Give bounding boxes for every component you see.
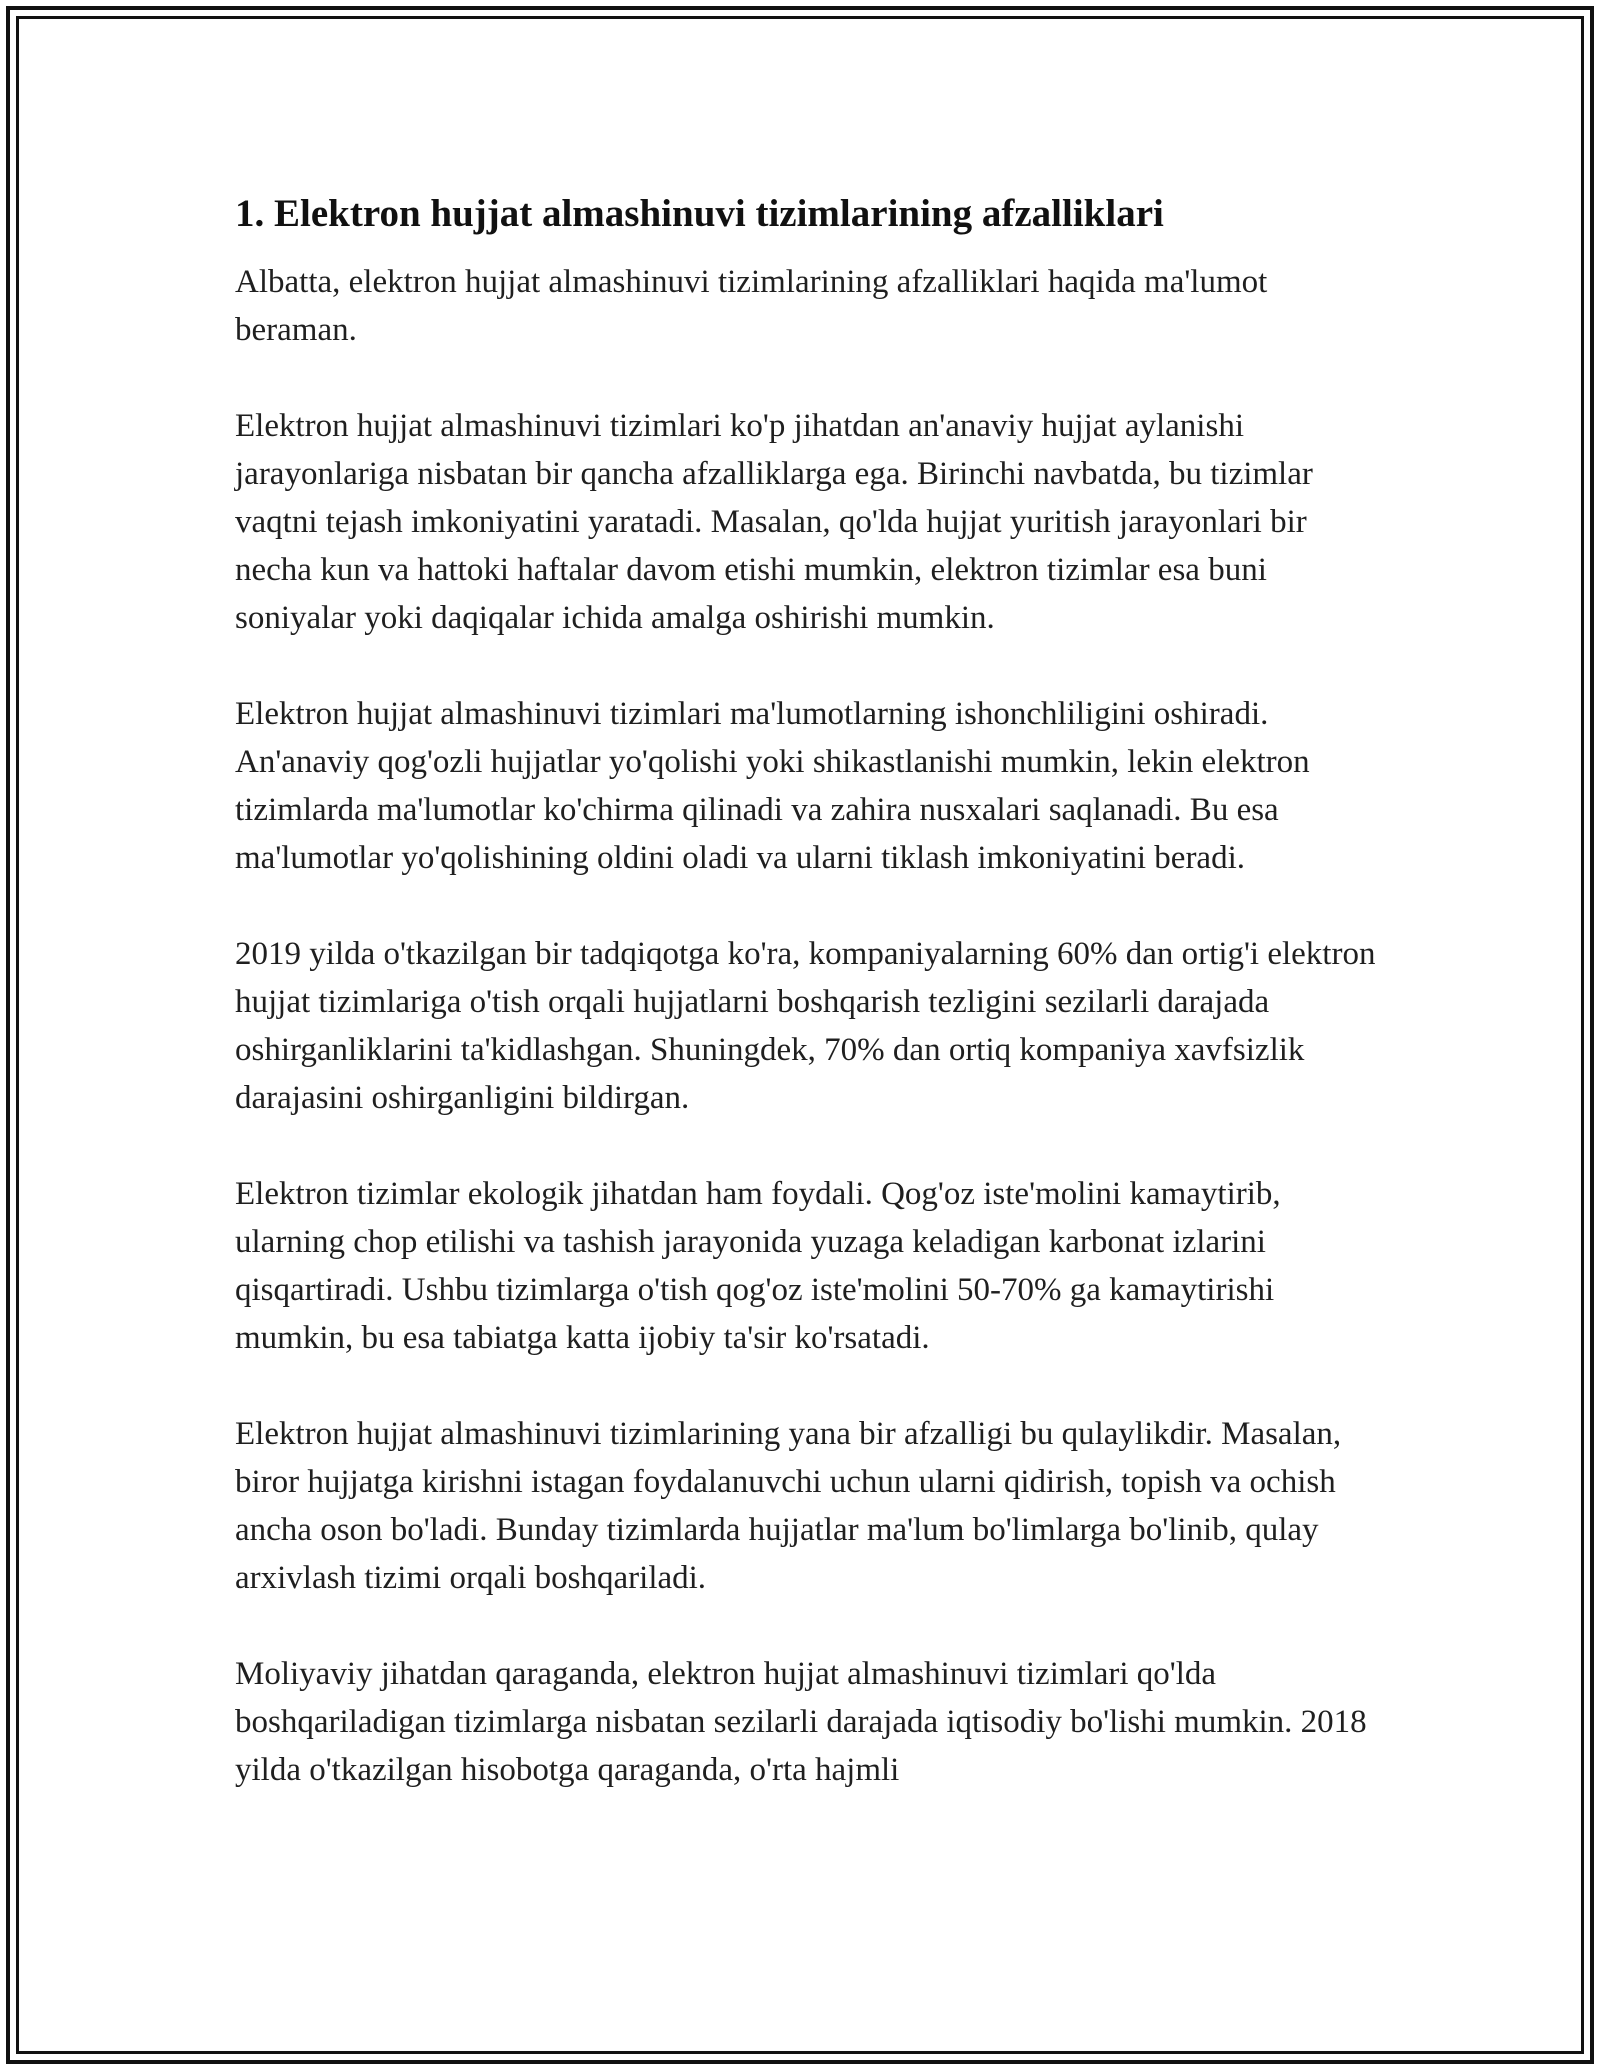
paragraph-intro: Albatta, elektron hujjat almashinuvi tizimlarining afzalliklari haqida ma'lumot beraman. [235, 264, 1268, 348]
document-page [235, 188, 1385, 1842]
section-heading: 1. Elektron hujjat almashinuvi tizimlarining afzalliklari [235, 192, 1164, 235]
paragraph-ecology: Elektron tizimlar ekologik jihatdan ham foydali. Qog'oz iste'molini kamaytirib, ularning chop etilishi va tashish jarayonida yuzaga keladigan karbonat izlarini qisqartiradi. Ushbu tizimlarga o'tish qog'oz iste'molini 50-70% ga kamaytirishi mumkin, bu esa tabiatga katta ijobiy ta'sir ko'rsatadi. [235, 1176, 1281, 1356]
paragraph-reliability: Elektron hujjat almashinuvi tizimlari ma'lumotlarning ishonchliligini oshiradi. An'anaviy qog'ozli hujjatlar yo'qolishi yoki shikastlanishi mumkin, lekin elektron tizimlarda ma'lumotlar ko'chirma qilinadi va zahira nusxalari saqlanadi. Bu esa ma'lumotlar yo'qolishining oldini oladi va ularni tiklash imkoniyatini beradi. [235, 696, 1310, 876]
paragraph-convenience: Elektron hujjat almashinuvi tizimlarining yana bir afzalligi bu qulaylikdir. Masalan, biror hujjatga kirishni istagan foydalanuvchi uchun ularni qidirish, topish va ochish ancha oson bo'ladi. Bunday tizimlarda hujjatlar ma'lum bo'limlarga bo'linib, qulay arxivlash tizimi orqali boshqariladi. [235, 1416, 1342, 1596]
paragraph-finance: Moliyaviy jihatdan qaraganda, elektron hujjat almashinuvi tizimlari qo'lda boshqariladigan tizimlarga nisbatan sezilarli darajada iqtisodiy bo'lishi mumkin. 2018 yilda o'tkazilgan hisobotga qaraganda, o'rta hajmli [235, 1656, 1367, 1788]
paragraph-time-saving: Elektron hujjat almashinuvi tizimlari ko'p jihatdan an'anaviy hujjat aylanishi jarayonlariga nisbatan bir qancha afzalliklarga ega. Birinchi navbatda, bu tizimlar vaqtni tejash imkoniyatini yaratadi. Masalan, qo'lda hujjat yuritish jarayonlari bir necha kun va hattoki haftalar davom etishi mumkin, elektron tizimlar esa buni soniyalar yoki daqiqalar ichida amalga oshirishi mumkin. [235, 408, 1313, 636]
paragraph-research-2019: 2019 yilda o'tkazilgan bir tadqiqotga ko'ra, kompaniyalarning 60% dan ortig'i elektron hujjat tizimlariga o'tish orqali hujjatlarni boshqarish tezligini sezilarli darajada oshirganliklarini ta'kidlashgan. Shuningdek, 70% dan ortiq kompaniya xavfsizlik darajasini oshirganligini bildirgan. [235, 936, 1376, 1116]
